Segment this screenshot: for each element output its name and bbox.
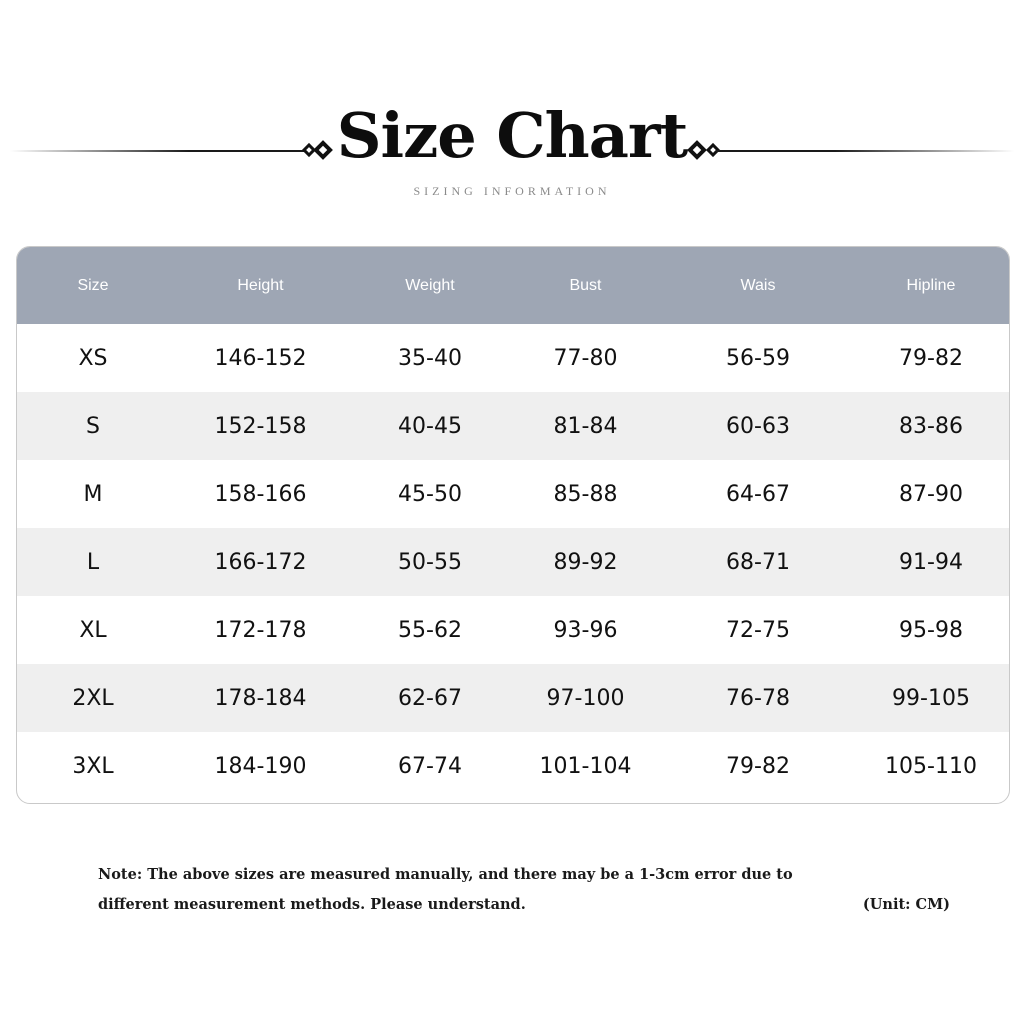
table-cell: 85-88 — [553, 481, 618, 507]
table-cell: 83-86 — [899, 413, 963, 439]
table-cell: 40-45 — [398, 413, 462, 439]
table-cell: 87-90 — [899, 481, 963, 507]
unit-label: (Unit: CM) — [862, 896, 950, 913]
table-cell: 50-55 — [398, 549, 462, 575]
measurement-note — [98, 860, 958, 920]
column-header: Wais — [740, 276, 776, 294]
table-cell: 79-82 — [899, 345, 963, 371]
table-row — [17, 460, 1009, 528]
table-cell: 166-172 — [214, 549, 307, 575]
column-header: Height — [237, 276, 284, 294]
table-cell: 178-184 — [214, 685, 307, 711]
right-rule — [716, 150, 1014, 152]
column-header: Hipline — [906, 276, 956, 294]
column-header: Bust — [569, 276, 602, 294]
size-table — [16, 246, 1010, 804]
table-cell: 95-98 — [899, 617, 963, 643]
table-row — [17, 324, 1009, 392]
note-line-1: Note: The above sizes are measured manually, and there may be a 1-3cm error due to — [98, 866, 793, 883]
table-cell: 60-63 — [726, 413, 790, 439]
table-cell: 99-105 — [892, 685, 970, 711]
table-cell: 152-158 — [214, 413, 307, 439]
table-cell: 72-75 — [726, 617, 790, 643]
table-row — [17, 528, 1009, 596]
table-cell: M — [83, 481, 103, 507]
page-subtitle: SIZING INFORMATION — [413, 184, 611, 198]
table-cell: 91-94 — [899, 549, 963, 575]
table-cell: 172-178 — [214, 617, 307, 643]
table-cell: 79-82 — [726, 753, 790, 779]
table-cell: 93-96 — [553, 617, 618, 643]
table-cell: S — [86, 413, 100, 439]
table-cell: 77-80 — [553, 345, 618, 371]
table-cell: 3XL — [72, 753, 114, 779]
title-section — [0, 92, 1024, 182]
table-cell: 62-67 — [398, 685, 462, 711]
table-cell: 89-92 — [553, 549, 618, 575]
table-cell: 184-190 — [214, 753, 307, 779]
table-cell: 45-50 — [398, 481, 462, 507]
table-cell: 56-59 — [726, 345, 790, 371]
table-cell: 101-104 — [539, 753, 632, 779]
page-title: Size Chart — [336, 99, 688, 172]
table-row — [17, 732, 1009, 800]
table-cell: 158-166 — [214, 481, 307, 507]
table-cell: 105-110 — [885, 753, 977, 779]
note-line-2: different measurement methods. Please understand. — [98, 896, 526, 913]
table-cell: L — [86, 549, 100, 575]
table-cell: 35-40 — [398, 345, 462, 371]
table-cell: 68-71 — [726, 549, 790, 575]
table-row — [17, 392, 1009, 460]
column-header: Weight — [405, 276, 455, 294]
table-cell: 55-62 — [398, 617, 462, 643]
table-cell: 81-84 — [553, 413, 618, 439]
column-header: Size — [77, 276, 109, 294]
table-cell: 64-67 — [726, 481, 790, 507]
table-cell: XS — [78, 345, 108, 371]
table-cell: 76-78 — [726, 685, 790, 711]
table-row — [17, 664, 1009, 732]
table-cell: XL — [79, 617, 107, 643]
table-cell: 97-100 — [546, 685, 625, 711]
table-row — [17, 596, 1009, 664]
table-header-row — [17, 247, 1009, 324]
table-cell: 146-152 — [214, 345, 307, 371]
table-cell: 67-74 — [398, 753, 462, 779]
table-cell: 2XL — [72, 685, 114, 711]
